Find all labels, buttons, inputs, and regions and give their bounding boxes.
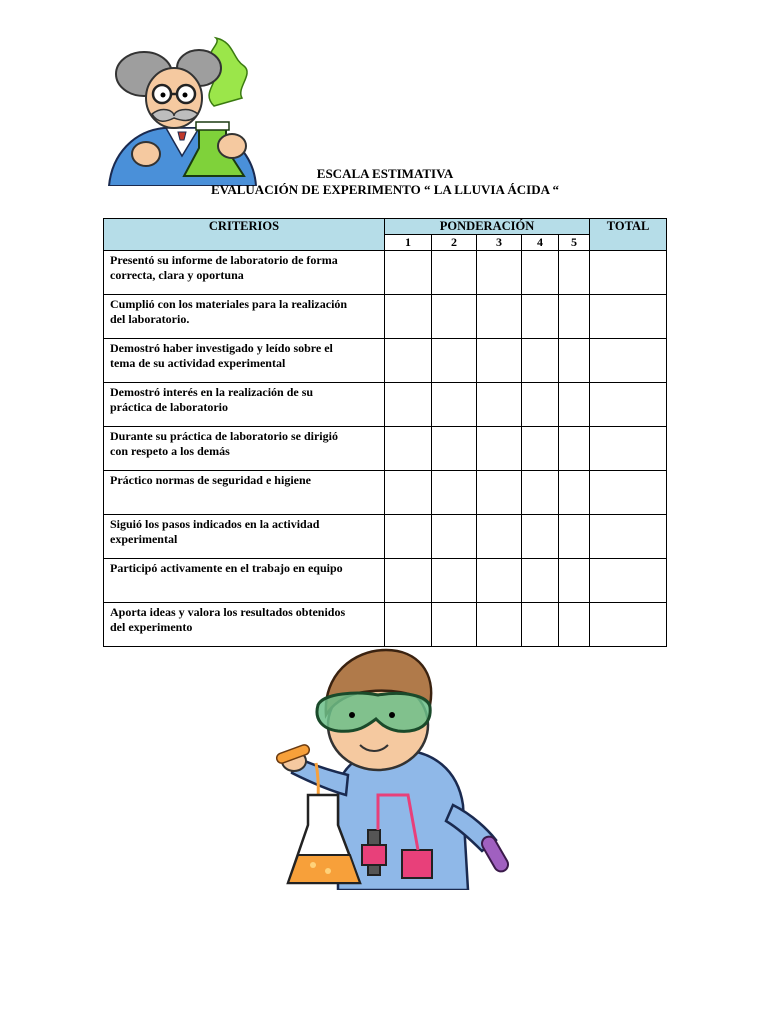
criterion-cell (104, 339, 385, 383)
score-cell-1[interactable] (385, 471, 432, 515)
criterion-text-line1: Participó activamente en el trabajo en equipo (110, 561, 343, 575)
score-cell-1[interactable] (385, 339, 432, 383)
criterion-text-line1: Durante su práctica de laboratorio se dirigió (110, 429, 338, 443)
criterion-cell (104, 251, 385, 295)
total-cell[interactable] (590, 471, 667, 515)
score-cell-1[interactable] (385, 427, 432, 471)
score-cell-3[interactable] (477, 603, 522, 647)
criterion-cell (104, 427, 385, 471)
total-cell[interactable] (590, 603, 667, 647)
table-row (104, 339, 667, 383)
score-cell-5[interactable] (559, 515, 590, 559)
score-cell-1[interactable] (385, 559, 432, 603)
score-cell-5[interactable] (559, 383, 590, 427)
scale-5: 5 (559, 235, 590, 251)
criterion-cell (104, 471, 385, 515)
table-header-row (104, 219, 667, 235)
table-row (104, 603, 667, 647)
document-subtitle: EVALUACIÓN DE EXPERIMENTO “ LA LLUVIA ÁCIDA “ (210, 182, 560, 197)
score-cell-1[interactable] (385, 295, 432, 339)
criterion-cell (104, 515, 385, 559)
total-cell[interactable] (590, 339, 667, 383)
score-cell-3[interactable] (477, 427, 522, 471)
total-cell[interactable] (590, 559, 667, 603)
criterion-text-line2: correcta, clara y oportuna (110, 268, 244, 282)
score-cell-4[interactable] (522, 295, 559, 339)
scale-3: 3 (477, 235, 522, 251)
score-cell-3[interactable] (477, 339, 522, 383)
score-cell-2[interactable] (432, 339, 477, 383)
score-cell-5[interactable] (559, 427, 590, 471)
score-cell-2[interactable] (432, 559, 477, 603)
score-cell-5[interactable] (559, 603, 590, 647)
criterion-text-line2: tema de su actividad experimental (110, 356, 286, 370)
score-cell-2[interactable] (432, 295, 477, 339)
total-cell[interactable] (590, 295, 667, 339)
score-cell-3[interactable] (477, 383, 522, 427)
scale-1: 1 (385, 235, 432, 251)
score-cell-1[interactable] (385, 383, 432, 427)
scientist-illustration (104, 36, 259, 186)
criterion-text-line2: con respeto a los demás (110, 444, 230, 458)
score-cell-3[interactable] (477, 559, 522, 603)
score-cell-1[interactable] (385, 603, 432, 647)
score-cell-5[interactable] (559, 339, 590, 383)
score-cell-4[interactable] (522, 559, 559, 603)
score-cell-3[interactable] (477, 471, 522, 515)
table-row (104, 559, 667, 603)
document-title: ESCALA ESTIMATIVA (316, 166, 454, 181)
score-cell-5[interactable] (559, 295, 590, 339)
table-row (104, 251, 667, 295)
criterion-text-line2: experimental (110, 532, 178, 546)
score-cell-4[interactable] (522, 471, 559, 515)
score-cell-2[interactable] (432, 427, 477, 471)
score-cell-4[interactable] (522, 251, 559, 295)
score-cell-4[interactable] (522, 515, 559, 559)
score-cell-4[interactable] (522, 603, 559, 647)
table-row (104, 471, 667, 515)
scale-4: 4 (522, 235, 559, 251)
header-criterios: CRITERIOS (104, 219, 385, 251)
score-cell-2[interactable] (432, 515, 477, 559)
criterion-cell (104, 295, 385, 339)
score-cell-2[interactable] (432, 603, 477, 647)
score-cell-2[interactable] (432, 251, 477, 295)
total-cell[interactable] (590, 251, 667, 295)
total-cell[interactable] (590, 515, 667, 559)
score-cell-3[interactable] (477, 515, 522, 559)
header-total: TOTAL (590, 219, 667, 251)
criterion-cell (104, 559, 385, 603)
criterion-text-line2: práctica de laboratorio (110, 400, 228, 414)
table-row (104, 427, 667, 471)
criterion-text-line1: Aporta ideas y valora los resultados obtenidos (110, 605, 346, 619)
evaluation-table (103, 218, 667, 647)
score-cell-5[interactable] (559, 471, 590, 515)
criterion-text-line1: Demostró haber investigado y leído sobre el (110, 341, 333, 355)
score-cell-5[interactable] (559, 559, 590, 603)
criterion-text-line2: del experimento (110, 620, 193, 634)
criterion-text-line1: Siguió los pasos indicados en la actividad (110, 517, 320, 531)
criterion-cell (104, 603, 385, 647)
criterion-text-line1: Demostró interés en la realización de su (110, 385, 314, 399)
score-cell-3[interactable] (477, 251, 522, 295)
score-cell-2[interactable] (432, 471, 477, 515)
criterion-text-line1: Presentó su informe de laboratorio de forma (110, 253, 338, 267)
table-row (104, 383, 667, 427)
score-cell-4[interactable] (522, 339, 559, 383)
scale-2: 2 (432, 235, 477, 251)
criterion-text-line2: del laboratorio. (110, 312, 190, 326)
score-cell-1[interactable] (385, 515, 432, 559)
score-cell-4[interactable] (522, 427, 559, 471)
total-cell[interactable] (590, 383, 667, 427)
student-scientist-illustration (268, 645, 520, 890)
title-block (170, 166, 600, 198)
criterion-text-line1: Cumplió con los materiales para la realización (110, 297, 348, 311)
header-ponderacion: PONDERACIÓN (385, 219, 590, 235)
table-row (104, 295, 667, 339)
score-cell-1[interactable] (385, 251, 432, 295)
score-cell-5[interactable] (559, 251, 590, 295)
criterion-text-line1: Práctico normas de seguridad e higiene (110, 473, 311, 487)
table-row (104, 515, 667, 559)
total-cell[interactable] (590, 427, 667, 471)
score-cell-4[interactable] (522, 383, 559, 427)
score-cell-2[interactable] (432, 383, 477, 427)
score-cell-3[interactable] (477, 295, 522, 339)
criterion-cell (104, 383, 385, 427)
